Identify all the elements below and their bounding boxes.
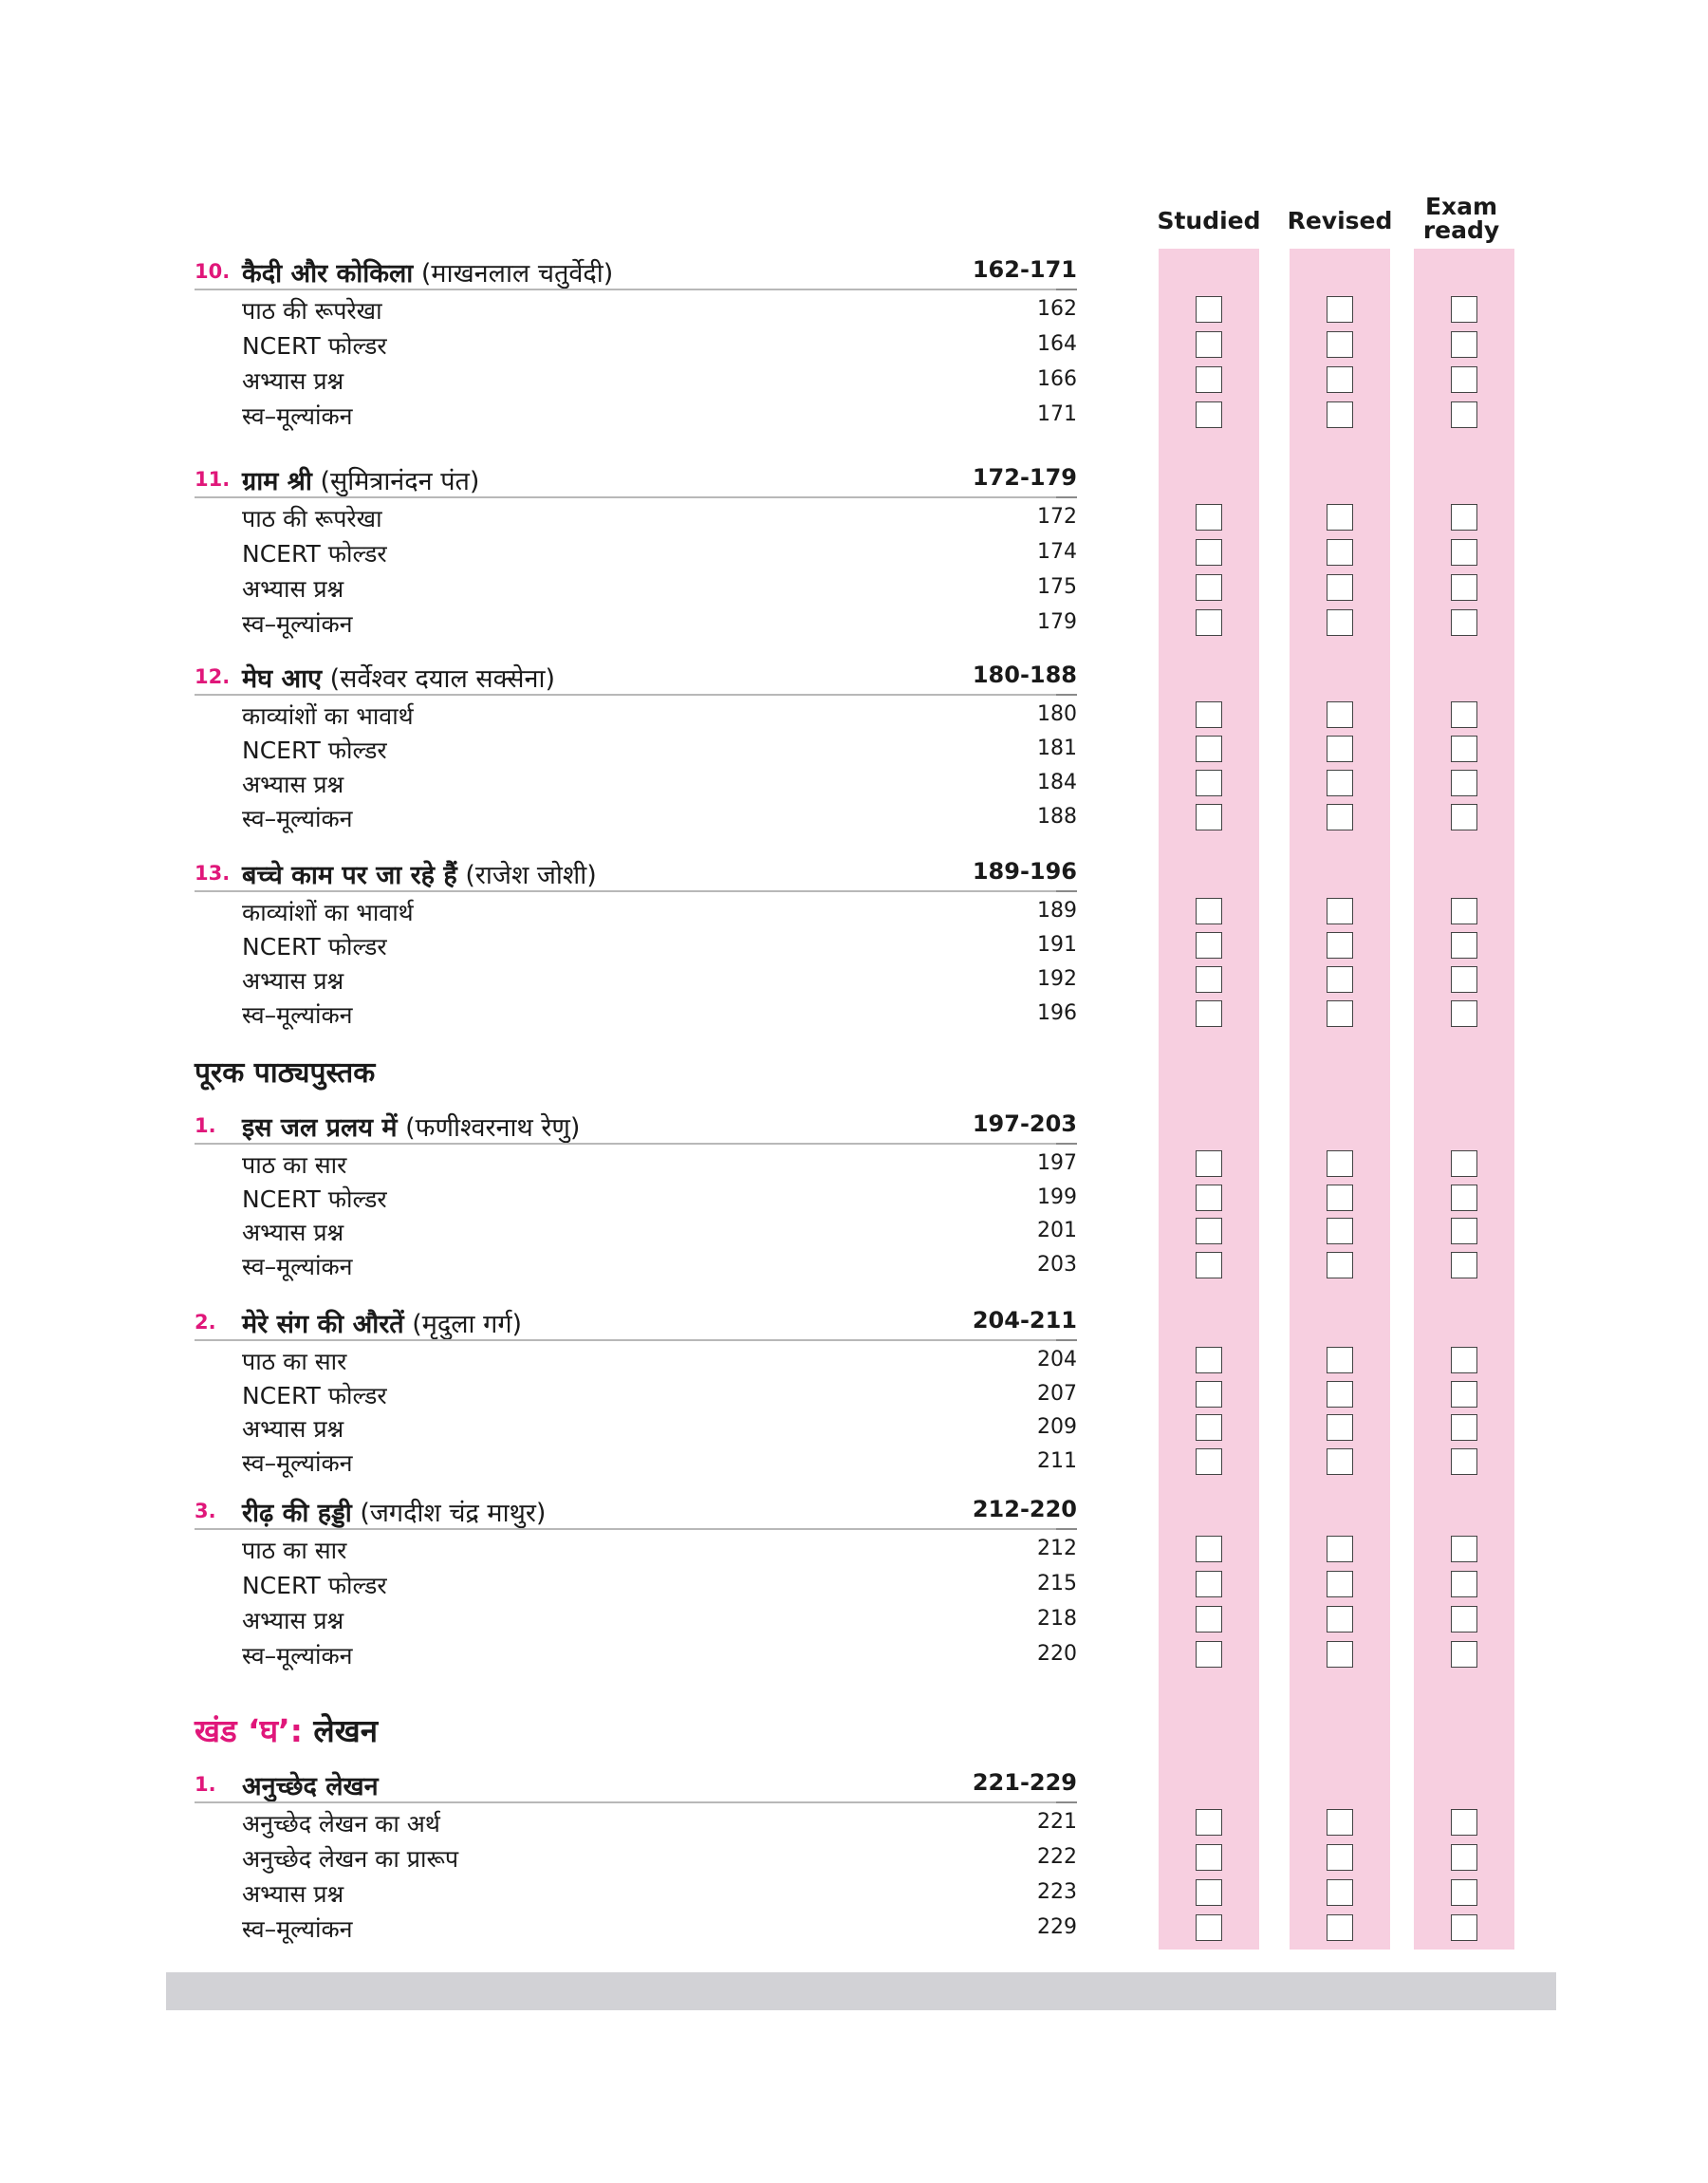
writing-section-title (195, 1708, 378, 1751)
chapter-title-row (195, 854, 1077, 892)
topic-page: 175 (1037, 575, 1077, 599)
revised-checkbox[interactable] (1327, 932, 1353, 959)
chapter-page-range: 212-220 (972, 1496, 1077, 1522)
chapter-page-range: 162-171 (972, 256, 1077, 283)
revised-checkbox[interactable] (1327, 1000, 1353, 1027)
topic-page: 212 (1037, 1537, 1077, 1560)
chapter-divider-end (1056, 1801, 1077, 1803)
exam-ready-checkbox[interactable] (1451, 1218, 1477, 1244)
exam-ready-checkbox[interactable] (1451, 1185, 1477, 1211)
studied-checkbox[interactable] (1196, 1347, 1222, 1373)
studied-checkbox[interactable] (1196, 1914, 1222, 1941)
topic-label: पाठ का सार (242, 1151, 347, 1179)
chapter-author: (राजेश जोशी) (465, 861, 597, 890)
chapter-page-range: 172-179 (972, 464, 1077, 491)
topic-page: 197 (1037, 1151, 1077, 1175)
exam-ready-checkbox[interactable] (1451, 1571, 1477, 1597)
topic-row (242, 1604, 1077, 1638)
studied-checkbox[interactable] (1196, 1218, 1222, 1244)
revised-checkbox[interactable] (1327, 539, 1353, 566)
chapter-name: मेरे संग की औरतें (242, 1310, 404, 1339)
topic-row (242, 1183, 1077, 1217)
studied-checkbox[interactable] (1196, 366, 1222, 393)
topic-label: पाठ की रूपरेखा (242, 297, 382, 325)
topic-label: अनुच्छेद लेखन का अर्थ (242, 1810, 440, 1838)
chapter-divider-end (1056, 694, 1077, 696)
chapter-page-range: 197-203 (972, 1110, 1077, 1137)
topic-label: काव्यांशों का भावार्थ (242, 702, 414, 730)
chapter-name: रीढ़ की हड्डी (242, 1499, 352, 1528)
studied-checkbox[interactable] (1196, 1879, 1222, 1906)
topic-row (242, 537, 1077, 571)
chapter-title (242, 660, 555, 695)
exam-ready-checkbox[interactable] (1451, 1252, 1477, 1278)
chapter-divider (195, 1143, 1077, 1145)
topic-label: NCERT फोल्डर (242, 737, 387, 764)
exam-ready-checkbox[interactable] (1451, 701, 1477, 728)
topic-page: 201 (1037, 1219, 1077, 1242)
revised-checkbox[interactable] (1327, 966, 1353, 993)
exam-ready-checkbox[interactable] (1451, 1879, 1477, 1906)
chapter-name: अनुच्छेद लेखन (242, 1772, 379, 1801)
studied-checkbox[interactable] (1196, 966, 1222, 993)
topic-page: 218 (1037, 1607, 1077, 1631)
studied-checkbox[interactable] (1196, 1252, 1222, 1278)
chapter-number: 2. (195, 1311, 216, 1334)
topic-label: अभ्यास प्रश्न (242, 1607, 344, 1634)
topic-page: 184 (1037, 771, 1077, 794)
exam-ready-checkbox[interactable] (1451, 1000, 1477, 1027)
revised-checkbox[interactable] (1327, 1606, 1353, 1633)
topic-row (242, 802, 1077, 836)
chapter-title (242, 1109, 580, 1144)
topic-row (242, 364, 1077, 399)
topic-page: 203 (1037, 1252, 1077, 1277)
topic-row (242, 1877, 1077, 1912)
chapter-number: 1. (195, 1773, 216, 1796)
exam-ready-checkbox[interactable] (1451, 1347, 1477, 1373)
topic-label: अभ्यास प्रश्न (242, 1219, 344, 1246)
chapter-number: 12. (195, 665, 231, 688)
topic-label: अभ्यास प्रश्न (242, 967, 344, 995)
exam-ready-checkbox[interactable] (1451, 401, 1477, 428)
topic-label: स्व–मूल्यांकन (242, 805, 353, 832)
topic-page: 221 (1037, 1810, 1077, 1834)
studied-checkbox[interactable] (1196, 1150, 1222, 1177)
topic-row (242, 1345, 1077, 1379)
topic-label: स्व–मूल्यांकन (242, 1252, 353, 1280)
studied-checkbox[interactable] (1196, 331, 1222, 358)
chapter-page-range: 204-211 (972, 1307, 1077, 1334)
chapter-divider-end (1056, 289, 1077, 290)
exam-ready-checkbox[interactable] (1451, 609, 1477, 636)
topic-row (242, 1379, 1077, 1413)
topic-label: अभ्यास प्रश्न (242, 367, 344, 395)
exam-ready-checkbox[interactable] (1451, 296, 1477, 323)
revised-checkbox[interactable] (1327, 1252, 1353, 1278)
chapter-divider-end (1056, 890, 1077, 892)
exam-ready-checkbox[interactable] (1451, 366, 1477, 393)
topic-label: अभ्यास प्रश्न (242, 1880, 344, 1908)
studied-checkbox[interactable] (1196, 1448, 1222, 1475)
chapter-title-row (195, 1107, 1077, 1145)
revised-checkbox[interactable] (1327, 504, 1353, 531)
topic-label: NCERT फोल्डर (242, 1381, 387, 1409)
chapter-title-row (195, 252, 1077, 290)
chapter-name: बच्चे काम पर जा रहे हैं (242, 861, 457, 890)
topic-page: 211 (1037, 1448, 1077, 1473)
exam-ready-checkbox[interactable] (1451, 331, 1477, 358)
studied-checkbox[interactable] (1196, 401, 1222, 428)
chapter-divider (195, 890, 1077, 892)
revised-checkbox[interactable] (1327, 1347, 1353, 1373)
chapter-name: इस जल प्रलय में (242, 1113, 398, 1143)
chapter-number: 11. (195, 468, 231, 491)
exam-ready-checkbox[interactable] (1451, 539, 1477, 566)
exam-ready-checkbox[interactable] (1451, 574, 1477, 601)
topic-row (242, 607, 1077, 642)
studied-checkbox[interactable] (1196, 1641, 1222, 1668)
exam-ready-checkbox[interactable] (1451, 504, 1477, 531)
exam-ready-checkbox[interactable] (1451, 1381, 1477, 1408)
chapter-number: 3. (195, 1500, 216, 1522)
topic-label: NCERT फोल्डर (242, 933, 387, 961)
exam-ready-checkbox[interactable] (1451, 736, 1477, 762)
topic-row (242, 1534, 1077, 1568)
studied-checkbox[interactable] (1196, 1414, 1222, 1441)
topic-row (242, 1807, 1077, 1841)
revised-checkbox[interactable] (1327, 574, 1353, 601)
chapter-title (242, 1305, 522, 1340)
studied-checkbox[interactable] (1196, 1536, 1222, 1562)
chapter-title (242, 462, 479, 497)
topic-row (242, 1412, 1077, 1446)
studied-checkbox[interactable] (1196, 296, 1222, 323)
topic-page: 162 (1037, 297, 1077, 321)
chapter-title-row (195, 1765, 1077, 1803)
chapter-title (242, 1494, 546, 1529)
chapter-title (242, 254, 613, 289)
revised-checkbox[interactable] (1327, 1641, 1353, 1668)
topic-row (242, 1216, 1077, 1250)
chapter-author: (फणीश्वरनाथ रेणु) (405, 1113, 581, 1143)
revised-checkbox[interactable] (1327, 296, 1353, 323)
chapter-divider-end (1056, 1528, 1077, 1530)
topic-label: NCERT फोल्डर (242, 540, 387, 568)
chapter-author: (सर्वेश्वर दयाल सक्सेना) (329, 664, 555, 694)
supplementary-section-title: पूरक पाठ्यपुस्तक (195, 1056, 376, 1090)
revised-checkbox[interactable] (1327, 736, 1353, 762)
studied-checkbox[interactable] (1196, 736, 1222, 762)
topic-page: 188 (1037, 805, 1077, 829)
chapter-title (242, 856, 597, 891)
chapter-title (242, 1767, 379, 1802)
chapter-divider (195, 1528, 1077, 1530)
chapter-page-range: 180-188 (972, 662, 1077, 688)
topic-page: 222 (1037, 1845, 1077, 1869)
revised-checkbox[interactable] (1327, 1536, 1353, 1562)
topic-row (242, 502, 1077, 536)
topic-label: काव्यांशों का भावार्थ (242, 899, 414, 926)
chapter-author: (जगदीश चंद्र माथुर) (360, 1499, 547, 1528)
chapter-author: (सुमित्रानंदन पंत) (320, 467, 480, 496)
exam-ready-checkbox[interactable] (1451, 1606, 1477, 1633)
topic-label: स्व–मूल्यांकन (242, 1915, 353, 1943)
topic-row (242, 964, 1077, 998)
chapter-title-row (195, 1303, 1077, 1341)
topic-row (242, 930, 1077, 964)
studied-checkbox[interactable] (1196, 1381, 1222, 1408)
chapter-title-row (195, 1492, 1077, 1530)
topic-page: 191 (1037, 933, 1077, 957)
topic-label: पाठ की रूपरेखा (242, 505, 382, 532)
topic-page: 207 (1037, 1381, 1077, 1406)
studied-checkbox[interactable] (1196, 804, 1222, 830)
revised-checkbox[interactable] (1327, 1571, 1353, 1597)
exam-ready-checkbox[interactable] (1451, 1414, 1477, 1441)
revised-checkbox[interactable] (1327, 1844, 1353, 1871)
exam-ready-checkbox[interactable] (1451, 1448, 1477, 1475)
chapter-divider (195, 1339, 1077, 1341)
topic-label: स्व–मूल्यांकन (242, 1001, 353, 1029)
chapter-number: 13. (195, 862, 231, 885)
studied-checkbox[interactable] (1196, 504, 1222, 531)
topic-label: स्व–मूल्यांकन (242, 1448, 353, 1477)
exam-ready-checkbox[interactable] (1451, 804, 1477, 830)
chapter-author: (मृदुला गर्ग) (412, 1310, 523, 1339)
exam-ready-checkbox[interactable] (1451, 1914, 1477, 1941)
writing-section-prefix: खंड ‘घ’: (195, 1712, 303, 1749)
topic-page: 220 (1037, 1642, 1077, 1666)
revised-column-header: Revised (1287, 207, 1393, 234)
topic-row (242, 1250, 1077, 1284)
studied-checkbox[interactable] (1196, 1809, 1222, 1836)
topic-page: 181 (1037, 737, 1077, 760)
exam-ready-checkbox[interactable] (1451, 1844, 1477, 1871)
chapter-divider-end (1056, 1143, 1077, 1145)
topic-label: अभ्यास प्रश्न (242, 575, 344, 603)
topic-row (242, 329, 1077, 364)
topic-page: 166 (1037, 367, 1077, 391)
footer-bar (166, 1972, 1556, 2010)
topic-page: 171 (1037, 402, 1077, 426)
chapter-divider (195, 496, 1077, 498)
topic-label: NCERT फोल्डर (242, 1572, 387, 1599)
topic-row (242, 1148, 1077, 1183)
revised-checkbox[interactable] (1327, 701, 1353, 728)
revised-checkbox[interactable] (1327, 1185, 1353, 1211)
studied-column-header: Studied (1157, 207, 1261, 234)
topic-label: पाठ का सार (242, 1537, 347, 1564)
revised-checkbox[interactable] (1327, 1414, 1353, 1441)
chapter-divider (195, 1801, 1077, 1803)
revised-checkbox[interactable] (1327, 609, 1353, 636)
topic-row (242, 572, 1077, 606)
studied-checkbox[interactable] (1196, 1185, 1222, 1211)
studied-checkbox[interactable] (1196, 898, 1222, 924)
topic-row (242, 896, 1077, 930)
topic-row (242, 700, 1077, 734)
topic-label: पाठ का सार (242, 1348, 347, 1375)
topic-label: NCERT फोल्डर (242, 332, 387, 360)
topic-page: 209 (1037, 1415, 1077, 1439)
chapter-name: मेघ आए (242, 664, 323, 694)
topic-row (242, 998, 1077, 1033)
topic-page: 179 (1037, 610, 1077, 634)
studied-checkbox[interactable] (1196, 770, 1222, 796)
chapter-divider (195, 289, 1077, 290)
topic-page: 180 (1037, 702, 1077, 726)
exam-ready-checkbox[interactable] (1451, 898, 1477, 924)
topic-label: स्व–मूल्यांकन (242, 610, 353, 638)
revised-checkbox[interactable] (1327, 804, 1353, 830)
revised-checkbox[interactable] (1327, 770, 1353, 796)
topic-label: स्व–मूल्यांकन (242, 402, 353, 430)
exam-ready-checkbox[interactable] (1451, 1536, 1477, 1562)
revised-checkbox[interactable] (1327, 1879, 1353, 1906)
revised-checkbox[interactable] (1327, 1448, 1353, 1475)
topic-page: 192 (1037, 967, 1077, 991)
topic-row (242, 1446, 1077, 1481)
chapter-page-range: 189-196 (972, 858, 1077, 885)
topic-row (242, 768, 1077, 802)
chapter-name: कैदी और कोकिला (242, 259, 414, 289)
studied-checkbox[interactable] (1196, 1000, 1222, 1027)
studied-checkbox[interactable] (1196, 539, 1222, 566)
revised-checkbox[interactable] (1327, 1914, 1353, 1941)
studied-checkbox[interactable] (1196, 701, 1222, 728)
topic-page: 172 (1037, 505, 1077, 529)
studied-checkbox[interactable] (1196, 609, 1222, 636)
chapter-number: 1. (195, 1114, 216, 1137)
revised-checkbox[interactable] (1327, 331, 1353, 358)
revised-checkbox[interactable] (1327, 366, 1353, 393)
revised-checkbox[interactable] (1327, 401, 1353, 428)
chapter-number: 10. (195, 260, 231, 283)
chapter-divider-end (1056, 1339, 1077, 1341)
revised-checkbox[interactable] (1327, 1809, 1353, 1836)
topic-row (242, 1569, 1077, 1603)
chapter-author: (माखनलाल चतुर्वेदी) (420, 259, 614, 289)
topic-page: 196 (1037, 1001, 1077, 1025)
studied-checkbox[interactable] (1196, 932, 1222, 959)
chapter-name: ग्राम श्री (242, 467, 312, 496)
exam-ready-checkbox[interactable] (1451, 770, 1477, 796)
studied-checkbox[interactable] (1196, 1606, 1222, 1633)
exam-ready-column-header: Exam ready (1422, 193, 1500, 244)
topic-page: 174 (1037, 540, 1077, 564)
exam-ready-checkbox[interactable] (1451, 1150, 1477, 1177)
exam-ready-checkbox[interactable] (1451, 1641, 1477, 1668)
chapter-title-row (195, 658, 1077, 696)
studied-checkbox[interactable] (1196, 1844, 1222, 1871)
studied-checkbox[interactable] (1196, 1571, 1222, 1597)
revised-checkbox[interactable] (1327, 1381, 1353, 1408)
topic-label: अनुच्छेद लेखन का प्रारूप (242, 1845, 459, 1873)
topic-page: 223 (1037, 1880, 1077, 1904)
topic-page: 199 (1037, 1185, 1077, 1209)
topic-label: अभ्यास प्रश्न (242, 1415, 344, 1443)
chapter-divider (195, 694, 1077, 696)
topic-row (242, 294, 1077, 328)
topic-page: 189 (1037, 899, 1077, 923)
topic-row (242, 400, 1077, 434)
chapter-divider-end (1056, 496, 1077, 498)
topic-label: अभ्यास प्रश्न (242, 771, 344, 798)
chapter-title-row (195, 460, 1077, 498)
writing-section-name: लेखन (313, 1712, 379, 1749)
chapter-page-range: 221-229 (972, 1769, 1077, 1796)
topic-row (242, 734, 1077, 768)
topic-page: 229 (1037, 1915, 1077, 1939)
exam-ready-checkbox[interactable] (1451, 966, 1477, 993)
exam-ready-checkbox[interactable] (1451, 1809, 1477, 1836)
topic-row (242, 1912, 1077, 1947)
revised-checkbox[interactable] (1327, 898, 1353, 924)
topic-page: 204 (1037, 1348, 1077, 1371)
studied-checkbox[interactable] (1196, 574, 1222, 601)
exam-ready-checkbox[interactable] (1451, 932, 1477, 959)
topic-row (242, 1639, 1077, 1673)
topic-page: 215 (1037, 1572, 1077, 1595)
topic-label: स्व–मूल्यांकन (242, 1642, 353, 1670)
topic-page: 164 (1037, 332, 1077, 356)
revised-checkbox[interactable] (1327, 1150, 1353, 1177)
topic-row (242, 1842, 1077, 1876)
topic-label: NCERT फोल्डर (242, 1185, 387, 1213)
revised-checkbox[interactable] (1327, 1218, 1353, 1244)
